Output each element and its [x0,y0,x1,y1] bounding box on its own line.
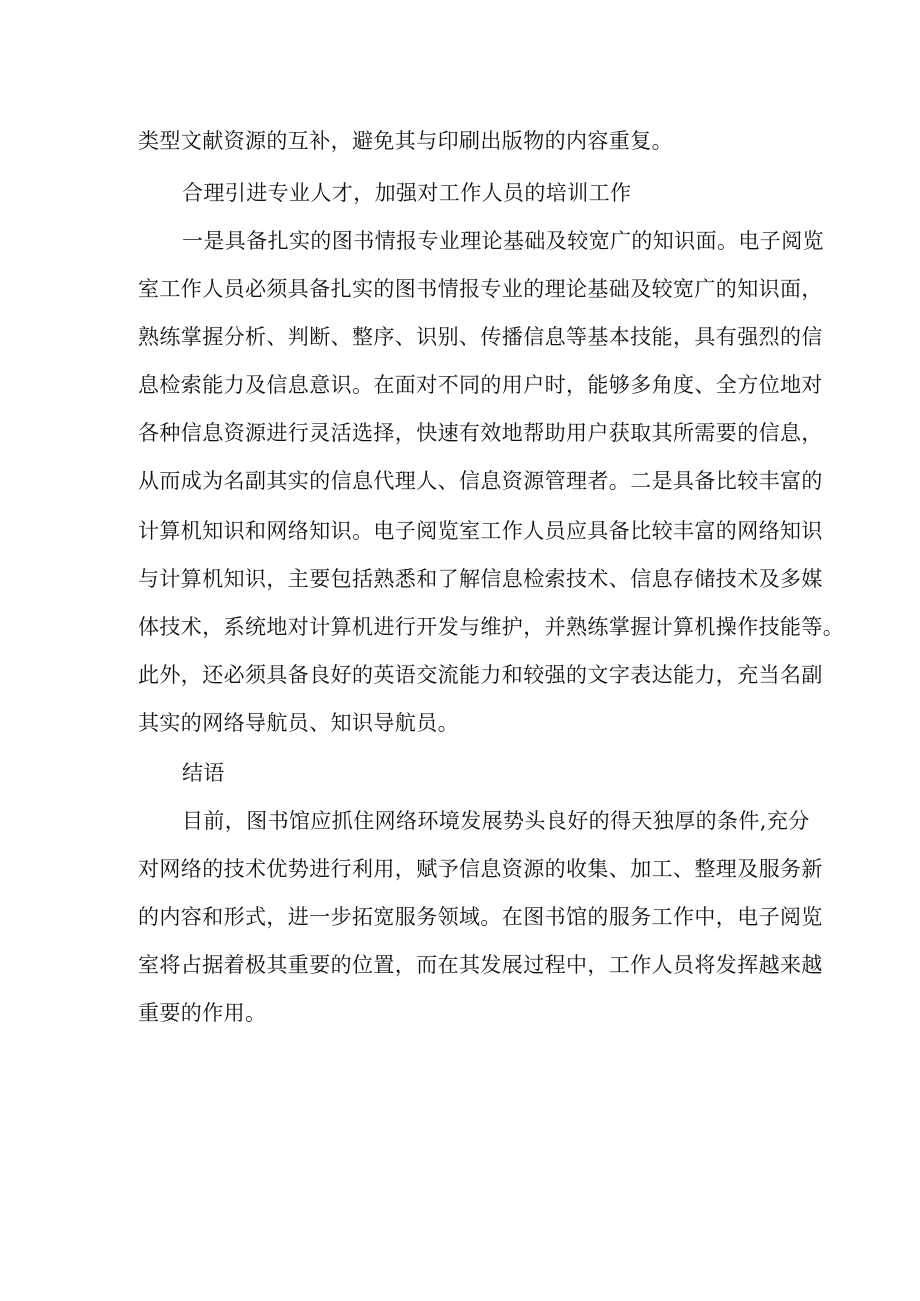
paragraph-line: 与计算机知识，主要包括熟悉和了解信息检索技术、信息存储技术及多媒 [138,567,823,591]
paragraph-line: 此外，还必须具备良好的英语交流能力和较强的文字表达能力，充当名副 [138,663,823,687]
paragraph-line: 目前，图书馆应抓住网络环境发展势头良好的得天独厚的条件,充分 [182,809,810,833]
paragraph-line: 室工作人员必须具备扎实的图书情报专业的理论基础及较宽广的知识面， [138,277,823,301]
paragraph-line: 室将占据着极其重要的位置，而在其发展过程中，工作人员将发挥越来越 [138,953,823,977]
paragraph-line: 体技术，系统地对计算机进行开发与维护，并熟练掌握计算机操作技能等。 [138,615,845,639]
section-heading-conclusion: 结语 [182,761,225,785]
section-heading-talent: 合理引进专业人才，加强对工作人员的培训工作 [182,181,632,205]
paragraph-line: 一是具备扎实的图书情报专业理论基础及较宽广的知识面。电子阅览 [182,229,824,253]
paragraph-line: 熟练掌握分析、判断、整序、识别、传播信息等基本技能，具有强烈的信 [138,325,823,349]
paragraph-line: 对网络的技术优势进行利用，赋予信息资源的收集、加工、整理及服务新 [138,857,823,881]
paragraph-line: 从而成为名副其实的信息代理人、信息资源管理者。二是具备比较丰富的 [138,469,823,493]
paragraph-line: 重要的作用。 [138,1001,267,1025]
paragraph-line: 的内容和形式，进一步拓宽服务领域。在图书馆的服务工作中，电子阅览 [138,905,823,929]
paragraph-line: 其实的网络导航员、知识导航员。 [138,711,459,735]
paragraph-line: 计算机知识和网络知识。电子阅览室工作人员应具备比较丰富的网络知识 [138,519,823,543]
paragraph-line: 各种信息资源进行灵活选择，快速有效地帮助用户获取其所需要的信息， [138,421,823,445]
paragraph-continuation-line: 类型文献资源的互补，避免其与印刷出版物的内容重复。 [138,129,673,153]
paragraph-line: 息检索能力及信息意识。在面对不同的用户时，能够多角度、全方位地对 [138,373,823,397]
